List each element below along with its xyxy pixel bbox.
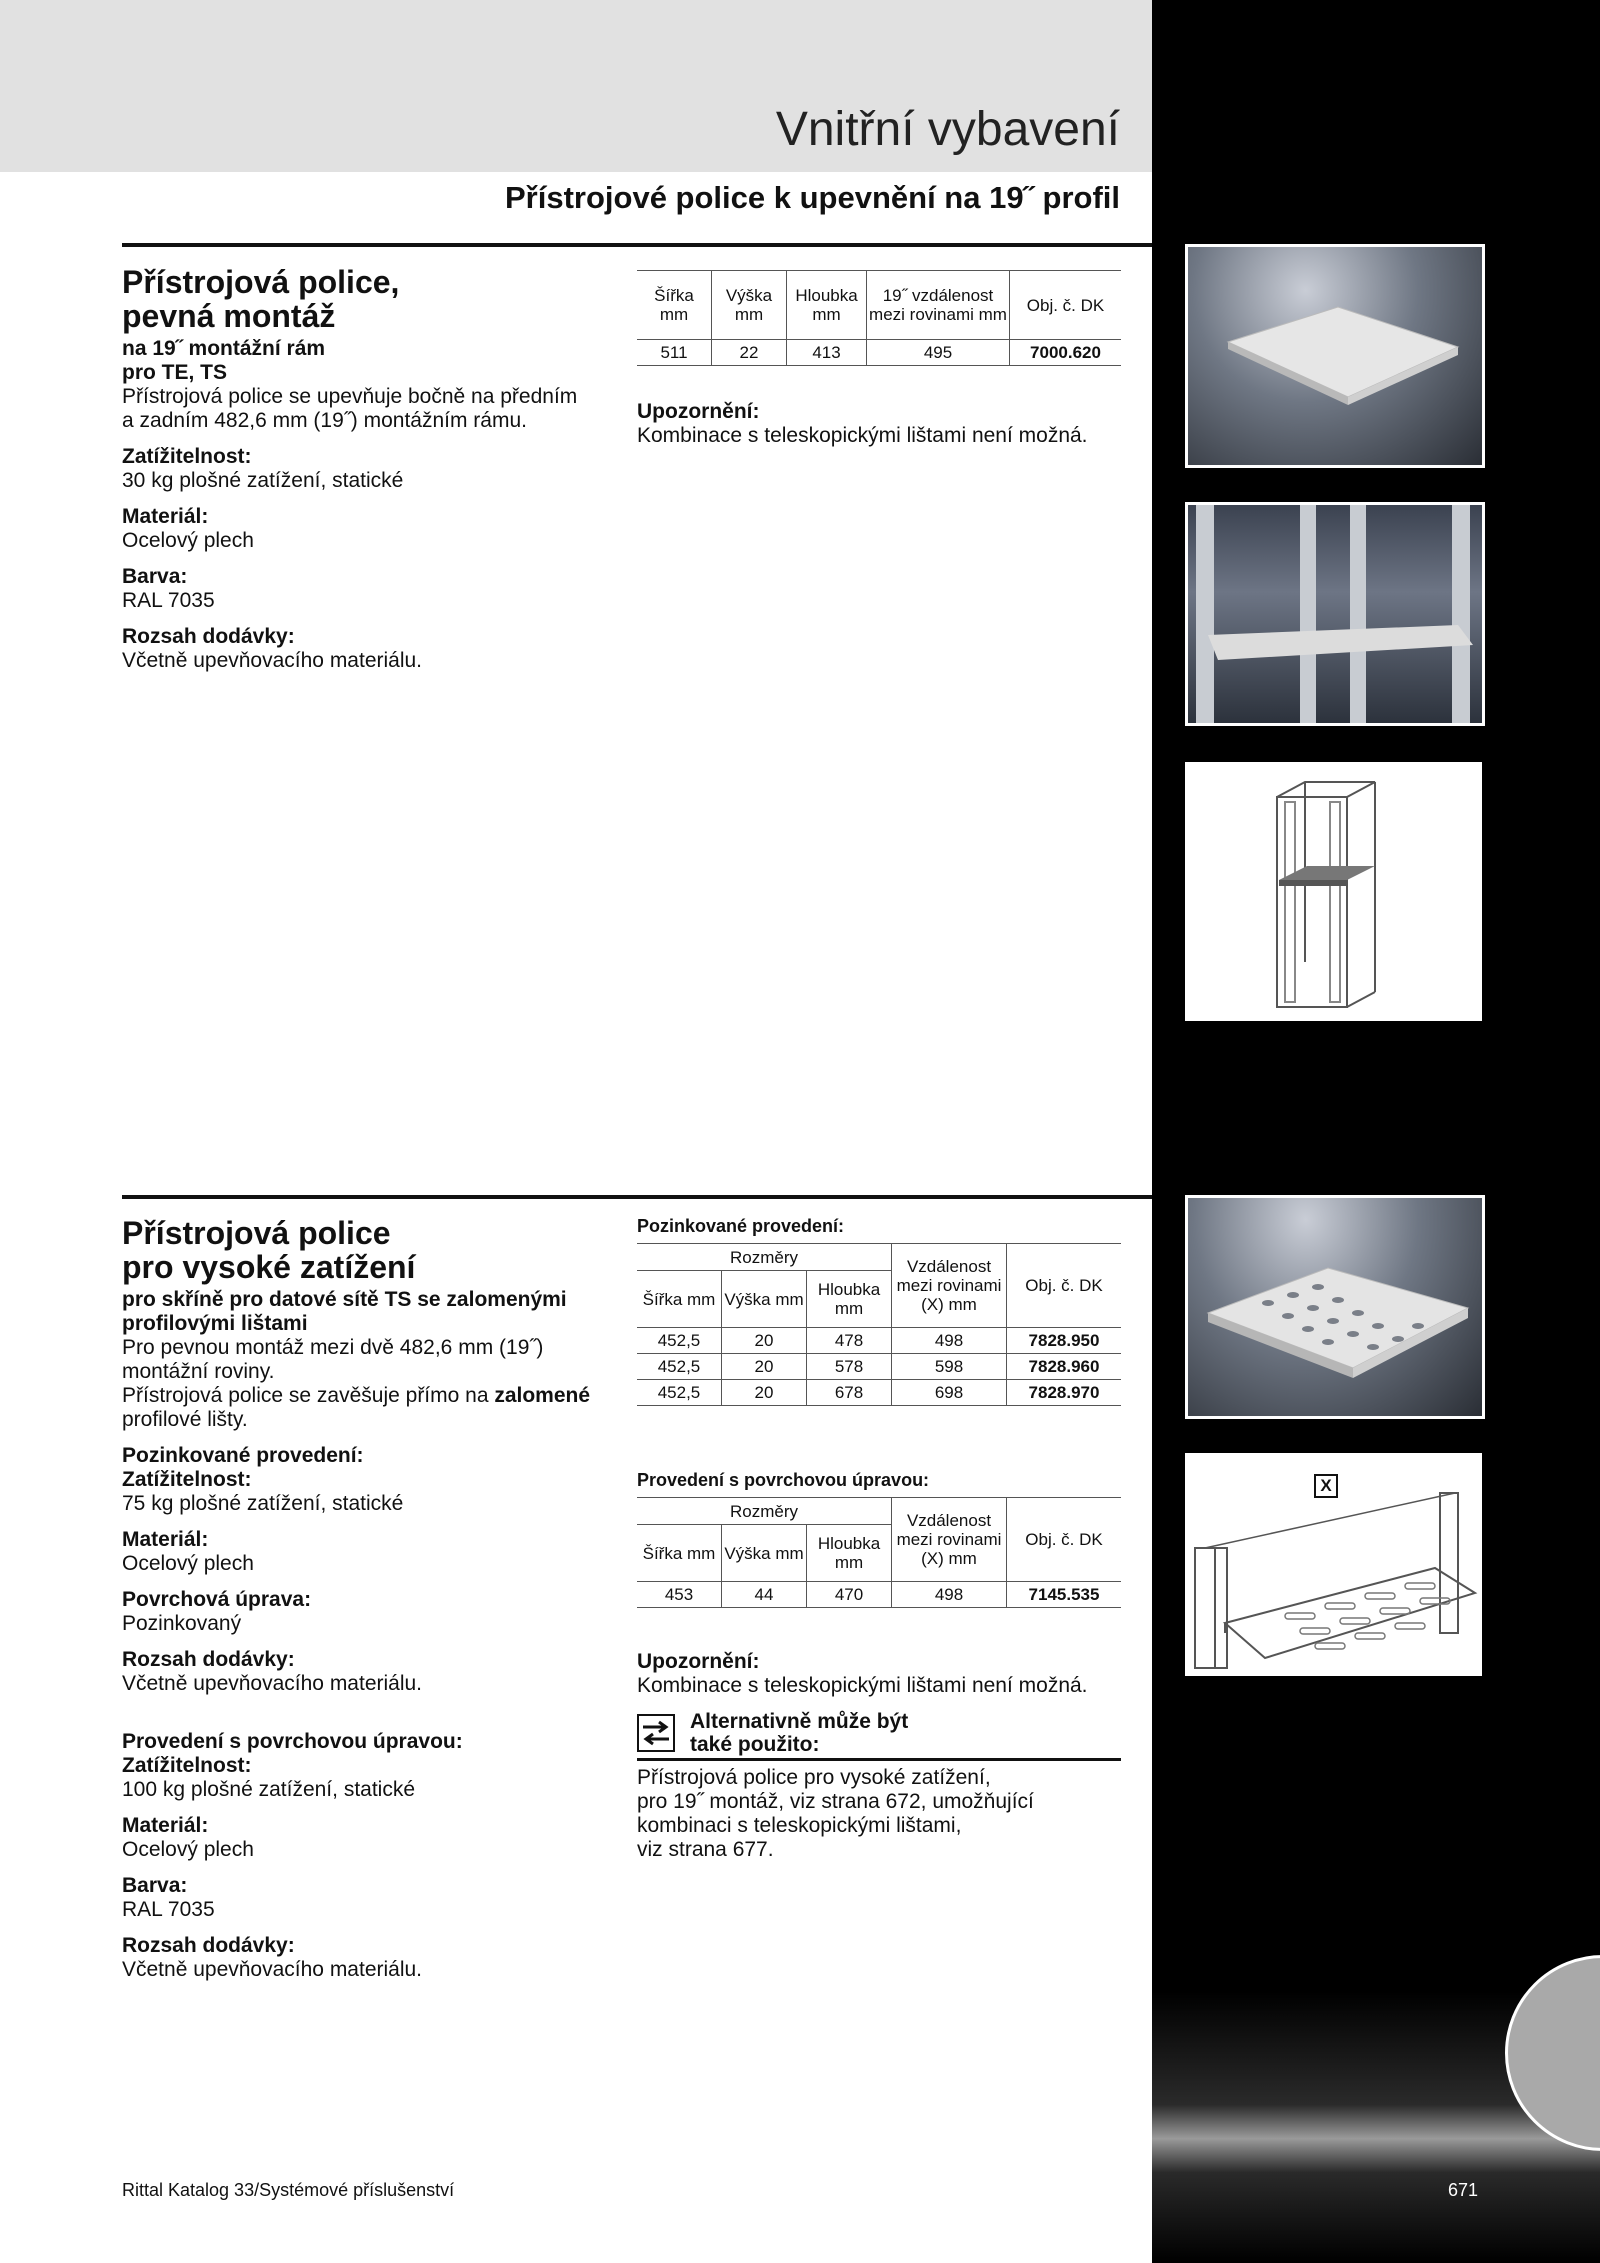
cell: 678 xyxy=(807,1380,892,1406)
alt-text-2: pro 19˝ montáž, viz strana 672, umožňující xyxy=(637,1790,1034,1813)
cell: 22 xyxy=(712,340,787,366)
section-divider-top xyxy=(122,243,1152,247)
cell: 470 xyxy=(807,1582,892,1608)
spec-label: Barva: xyxy=(122,565,188,588)
spec-label: Zatížitelnost: xyxy=(122,1468,252,1491)
col-header: Obj. č. DK xyxy=(1007,1498,1122,1582)
table-row xyxy=(637,340,1121,366)
cell: 578 xyxy=(807,1354,892,1380)
footer-catalog: Rittal Katalog 33/Systémové příslušenství xyxy=(122,2180,455,2200)
cell: 413 xyxy=(787,340,867,366)
col-header: Hloubka mm xyxy=(807,1525,892,1582)
table-row xyxy=(637,1380,1121,1406)
heavy-duty-shelf-image xyxy=(1188,1198,1482,1416)
col-header: Obj. č. DK xyxy=(1007,1244,1122,1328)
section-divider-middle xyxy=(122,1195,1152,1199)
note-text: Kombinace s teleskopickými lištami není možná. xyxy=(637,1674,1088,1697)
spec-value: Včetně upevňovacího materiálu. xyxy=(122,1958,423,1981)
frame-diagram-image xyxy=(1185,762,1482,1021)
note-text: Kombinace s teleskopickými lištami není možná. xyxy=(637,424,1088,447)
col-header: Hloubka mm xyxy=(807,1271,892,1328)
shelf-photo xyxy=(1185,244,1485,468)
coated-table xyxy=(637,1497,1121,1608)
section1-note xyxy=(637,400,1137,448)
section2-sub-1: pro skříně pro datové sítě TS se zalomenými xyxy=(122,1288,567,1311)
col-header: Výška mm xyxy=(722,1525,807,1582)
cell: 498 xyxy=(892,1328,1007,1354)
cell: 495 xyxy=(867,340,1010,366)
section2-sub-2: profilovými lištami xyxy=(122,1312,308,1335)
spec-label: Zatížitelnost: xyxy=(122,1754,252,1777)
cell: 7000.620 xyxy=(1010,340,1122,366)
cell: 7828.950 xyxy=(1007,1328,1122,1354)
cell: 453 xyxy=(637,1582,722,1608)
col-header: Vzdálenost mezi rovinami (X) mm xyxy=(892,1244,1007,1328)
spec-label: Rozsah dodávky: xyxy=(122,1648,295,1671)
cell: 452,5 xyxy=(637,1354,722,1380)
section2-heading-1: Přístrojová police xyxy=(122,1215,391,1251)
spec-label: Rozsah dodávky: xyxy=(122,1934,295,1957)
alternative-header xyxy=(637,1710,1121,1761)
cell: 7145.535 xyxy=(1007,1582,1122,1608)
cell: 698 xyxy=(892,1380,1007,1406)
table-row xyxy=(637,1354,1121,1380)
col-header: Hloubka mm xyxy=(787,271,867,340)
spec-value: Ocelový plech xyxy=(122,529,254,552)
section1-sub2: pro TE, TS xyxy=(122,361,227,384)
cell: 498 xyxy=(892,1582,1007,1608)
section1-desc-2: a zadním 482,6 mm (19˝) montážním rámu. xyxy=(122,409,527,432)
alternative-text xyxy=(637,1766,1137,1862)
note-label: Upozornění: xyxy=(637,1650,760,1673)
spec-label: Materiál: xyxy=(122,505,209,528)
section2-desc-3 xyxy=(122,1384,622,1408)
cell: 7828.960 xyxy=(1007,1354,1122,1380)
alternative-title xyxy=(690,1710,908,1756)
table-row xyxy=(637,1328,1121,1354)
cell: 478 xyxy=(807,1328,892,1354)
mounted-shelf-photo-image xyxy=(1188,505,1482,723)
desc-bold: zalomené xyxy=(494,1384,591,1407)
cell: 7828.970 xyxy=(1007,1380,1122,1406)
section2-note xyxy=(637,1650,1137,1698)
group-header: Rozměry xyxy=(637,1498,892,1525)
col-header: Šířka mm xyxy=(637,1271,722,1328)
col-header: Šířka mm xyxy=(637,271,712,340)
spec-value: 30 kg plošné zatížení, statické xyxy=(122,469,404,492)
spec-value: Ocelový plech xyxy=(122,1552,254,1575)
galv-table xyxy=(637,1243,1121,1406)
col-header: Vzdálenost mezi rovinami (X) mm xyxy=(892,1498,1007,1582)
coated-heading: Provedení s povrchovou úpravou: xyxy=(122,1730,463,1753)
page-subtitle: Přístrojové police k upevnění na 19˝ profil xyxy=(505,180,1120,215)
section1-table xyxy=(637,270,1121,366)
swap-arrows-icon xyxy=(637,1714,675,1752)
spec-label: Rozsah dodávky: xyxy=(122,625,295,648)
section2-heading-2: pro vysoké zatížení xyxy=(122,1249,416,1285)
cell: 20 xyxy=(722,1328,807,1354)
spec-label: Materiál: xyxy=(122,1814,209,1837)
alt-text-1: Přístrojová police pro vysoké zatížení, xyxy=(637,1766,991,1789)
page-number: 671 xyxy=(1448,2180,1479,2200)
spec-value: 75 kg plošné zatížení, statické xyxy=(122,1492,404,1515)
spec-label: Povrchová úprava: xyxy=(122,1588,312,1611)
section2-text xyxy=(122,1216,622,1982)
cell: 452,5 xyxy=(637,1380,722,1406)
section2-desc-4: profilové lišty. xyxy=(122,1408,248,1431)
spec-label: Materiál: xyxy=(122,1528,209,1551)
section1-heading-2: pevná montáž xyxy=(122,298,336,334)
section1-heading-1: Přístrojová police, xyxy=(122,264,400,300)
group-header: Rozměry xyxy=(637,1244,892,1271)
spec-label: Barva: xyxy=(122,1874,188,1897)
page-title: Vnitřní vybavení xyxy=(775,103,1120,156)
cell: 20 xyxy=(722,1380,807,1406)
col-header: 19˝ vzdálenost mezi rovinami mm xyxy=(867,271,1010,340)
spec-value: 100 kg plošné zatížení, statické xyxy=(122,1778,416,1801)
alt-title-1: Alternativně může být xyxy=(690,1710,909,1733)
section2-desc-1: Pro pevnou montáž mezi dvě 482,6 mm (19˝) xyxy=(122,1336,544,1359)
col-header: Výška mm xyxy=(722,1271,807,1328)
note-label: Upozornění: xyxy=(637,400,760,423)
spec-value: RAL 7035 xyxy=(122,1898,215,1921)
cell: 598 xyxy=(892,1354,1007,1380)
desc-text: Přístrojová police se zavěšuje přímo na xyxy=(122,1384,495,1407)
spec-value: Pozinkovaný xyxy=(122,1612,242,1635)
dimension-label-x: X xyxy=(1320,1476,1332,1495)
col-header: Šířka mm xyxy=(637,1525,722,1582)
cell: 44 xyxy=(722,1582,807,1608)
dimension-diagram xyxy=(1185,1453,1482,1676)
mounted-shelf-photo xyxy=(1185,502,1485,726)
galv-table-caption: Pozinkované provedení: xyxy=(637,1216,845,1236)
spec-value: RAL 7035 xyxy=(122,589,215,612)
section2-desc-2: montážní roviny. xyxy=(122,1360,275,1383)
col-header: Výška mm xyxy=(712,271,787,340)
spec-label: Zatížitelnost: xyxy=(122,445,252,468)
frame-diagram xyxy=(1185,762,1482,1021)
spec-value: Včetně upevňovacího materiálu. xyxy=(122,1672,423,1695)
section1-text xyxy=(122,265,622,673)
section1-sub1: na 19˝ montážní rám xyxy=(122,337,326,360)
shelf-photo-image xyxy=(1188,247,1482,465)
cell: 20 xyxy=(722,1354,807,1380)
spec-value: Ocelový plech xyxy=(122,1838,254,1861)
heavy-duty-shelf-photo xyxy=(1185,1195,1485,1419)
galv-heading: Pozinkované provedení: xyxy=(122,1444,364,1467)
alt-title-2: také použito: xyxy=(690,1733,820,1756)
spec-value: Včetně upevňovacího materiálu. xyxy=(122,649,423,672)
cell: 452,5 xyxy=(637,1328,722,1354)
col-header: Obj. č. DK xyxy=(1010,271,1122,340)
coated-table-caption: Provedení s povrchovou úpravou: xyxy=(637,1470,930,1490)
table-row xyxy=(637,1582,1121,1608)
alt-text-3: kombinaci s teleskopickými lištami, xyxy=(637,1814,962,1837)
alt-text-4: viz strana 677. xyxy=(637,1838,774,1861)
cell: 511 xyxy=(637,340,712,366)
section1-desc-1: Přístrojová police se upevňuje bočně na předním xyxy=(122,385,578,408)
